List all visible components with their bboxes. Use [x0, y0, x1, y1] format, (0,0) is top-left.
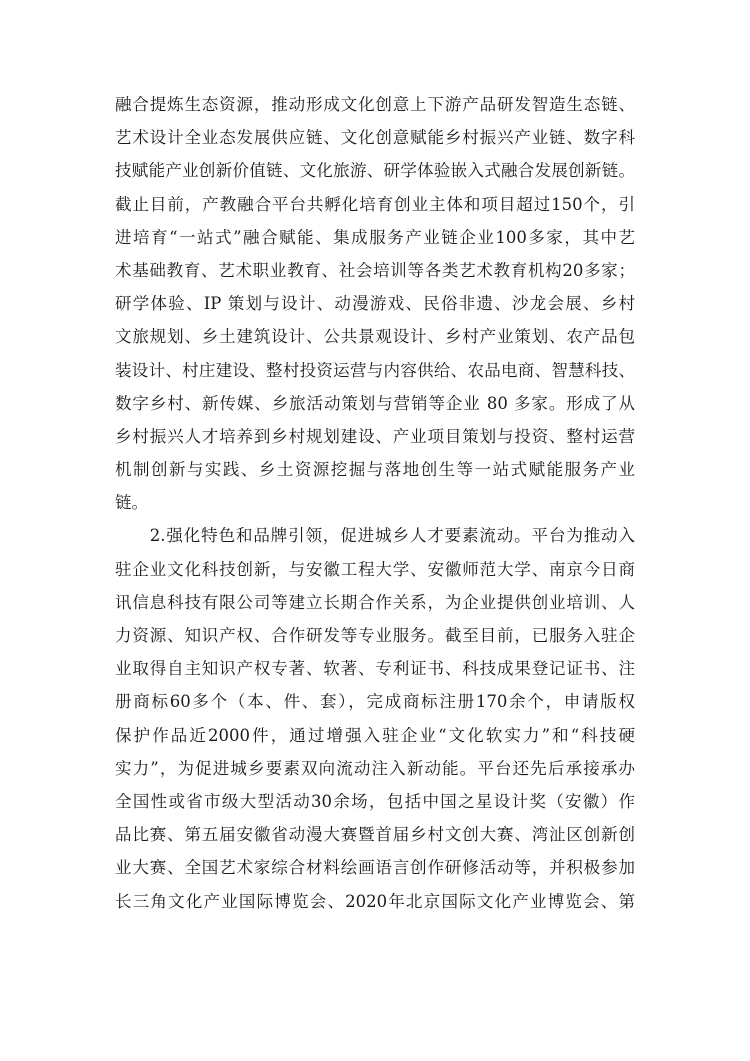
text-line: 研学体验、IP 策划与设计、动漫游戏、民俗非遗、沙龙会展、乡村: [115, 294, 635, 314]
text-line: 业取得自主知识产权专著、软著、专利证书、科技成果登记证书、注: [115, 659, 635, 679]
text-line: 进培育“一站式”融合赋能、集成服务产业链企业100多家，其中艺: [115, 227, 635, 247]
text-line: 册商标60多个（本、件、套），完成商标注册170余个，申请版权: [115, 692, 635, 712]
text-line: 长三角文化产业国际博览会、2020年北京国际文化产业博览会、第: [115, 891, 635, 911]
text-line: 力资源、知识产权、合作研发等专业服务。截至目前，已服务入驻企: [115, 626, 635, 645]
text-line: 截止目前，产教融合平台共孵化培育创业主体和项目超过150个，引: [115, 194, 635, 214]
text-line: 术基础教育、艺术职业教育、社会培训等各类艺术教育机构20多家；: [115, 260, 635, 280]
text-line: 全国性或省市级大型活动30余场，包括中国之星设计奖（安徽）作: [115, 791, 635, 811]
text-line: 乡村振兴人才培养到乡村规划建设、产业项目策划与投资、整村运营: [115, 426, 635, 446]
text-line: 驻企业文化科技创新，与安徽工程大学、安徽师范大学、南京今日商: [115, 559, 635, 579]
text-line: 文旅规划、乡土建筑设计、公共景观设计、乡村产业策划、农产品包: [115, 327, 635, 347]
text-line: 融合提炼生态资源，推动形成文化创意上下游产品研发智造生态链、: [115, 95, 635, 114]
text-line: 技赋能产业创新价值链、文化旅游、研学体验嵌入式融合发展创新链。: [115, 161, 635, 181]
body-text: [115, 88, 635, 918]
text-line: 数字乡村、新传媒、乡旅活动策划与营销等企业 80 多家。形成了从: [115, 393, 635, 413]
text-line: 品比赛、第五届安徽省动漫大赛暨首届乡村文创大赛、湾沚区创新创: [115, 825, 635, 845]
text-line: 讯信息科技有限公司等建立长期合作关系，为企业提供创业培训、人: [115, 592, 635, 612]
text-line: 业大赛、全国艺术家综合材料绘画语言创作研修活动等，并积极参加: [115, 858, 635, 878]
text-line: 实力”，为促进城乡要素双向流动注入新动能。平台还先后承接承办: [115, 758, 635, 778]
text-line: 保护作品近2000件，通过增强入驻企业“文化软实力”和“科技硬: [115, 725, 635, 745]
paragraph-heading-line: 2.强化特色和品牌引领，促进城乡人才要素流动。平台为推动入: [115, 526, 635, 546]
text-line: 链。: [115, 493, 148, 513]
text-line: 装设计、村庄建设、整村投资运营与内容供给、农品电商、智慧科技、: [115, 360, 635, 380]
text-line: 机制创新与实践、乡土资源挖掘与落地创生等一站式赋能服务产业: [115, 460, 635, 480]
text-line: 艺术设计全业态发展供应链、文化创意赋能乡村振兴产业链、数字科: [115, 128, 635, 148]
